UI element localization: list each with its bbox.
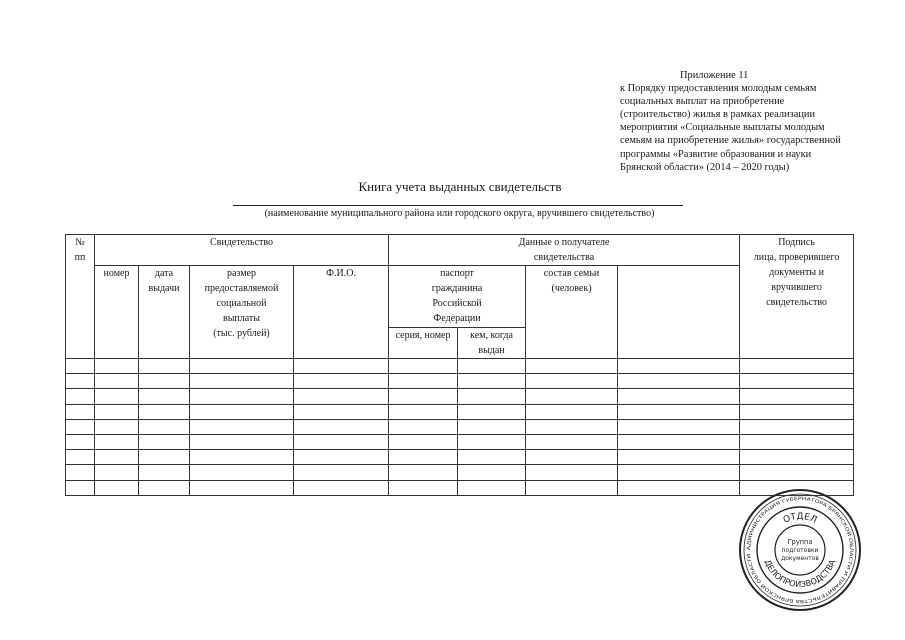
table-cell xyxy=(294,480,389,495)
table-cell xyxy=(294,359,389,374)
table-cell xyxy=(95,465,139,480)
table-cell xyxy=(190,450,294,465)
table-cell xyxy=(526,465,618,480)
table-cell xyxy=(618,450,740,465)
table-cell xyxy=(618,359,740,374)
stamp-dept-top: ОТДЕЛ xyxy=(781,511,819,526)
table-cell xyxy=(458,389,526,404)
table-row xyxy=(66,450,854,465)
table-cell xyxy=(740,389,854,404)
table-cell xyxy=(526,419,618,434)
header-cert-number: номер xyxy=(95,266,139,359)
name-caption: (наименование муниципального района или городского округа, вручившего свидетельство) xyxy=(264,208,655,219)
table-cell xyxy=(190,419,294,434)
stamp-center-line: подготовки xyxy=(781,547,819,554)
table-cell xyxy=(139,434,190,449)
table-cell xyxy=(190,434,294,449)
appendix-line: к Порядку предоставления молодым семьям xyxy=(620,83,817,95)
table-cell xyxy=(190,359,294,374)
table-cell xyxy=(95,374,139,389)
header-passport-series: серия, номер xyxy=(389,328,458,359)
table-cell xyxy=(618,480,740,495)
table-cell xyxy=(389,404,458,419)
table-cell xyxy=(66,359,95,374)
table-cell xyxy=(95,450,139,465)
table-cell xyxy=(389,465,458,480)
table-cell xyxy=(66,434,95,449)
table-cell xyxy=(95,419,139,434)
table-cell xyxy=(66,480,95,495)
header-recipient-group: Данные о получателе свидетельства xyxy=(389,235,740,266)
table-cell xyxy=(526,359,618,374)
table-cell xyxy=(66,374,95,389)
table-cell xyxy=(618,404,740,419)
table-cell xyxy=(294,419,389,434)
table-cell xyxy=(66,450,95,465)
table-cell xyxy=(66,419,95,434)
table-row xyxy=(66,480,854,495)
stamp-dept-bottom: ДЕЛОПРОИЗВОДСТВА xyxy=(762,558,838,590)
table-cell xyxy=(526,374,618,389)
header-passport: паспорт гражданина Российской Федерации xyxy=(389,266,526,328)
table-cell xyxy=(190,389,294,404)
appendix-line: программы «Развитие образования и науки xyxy=(620,148,812,160)
table-cell xyxy=(139,389,190,404)
table-cell xyxy=(458,404,526,419)
table-row xyxy=(66,434,854,449)
table-cell xyxy=(294,404,389,419)
header-payment-amount: размер предоставляемой социальной выплаты (тыс. рублей) xyxy=(190,266,294,359)
table-cell xyxy=(139,374,190,389)
header-family-size: состав семьи (человек) xyxy=(526,266,618,359)
table-cell xyxy=(294,450,389,465)
table-cell xyxy=(95,404,139,419)
table-cell xyxy=(95,434,139,449)
name-underline xyxy=(233,205,683,206)
table-cell xyxy=(139,359,190,374)
table-cell xyxy=(458,434,526,449)
table-cell xyxy=(740,434,854,449)
document-title: Книга учета выданных свидетельств xyxy=(358,179,562,194)
table-cell xyxy=(740,419,854,434)
table-cell xyxy=(458,374,526,389)
stamp-center-line: документов xyxy=(781,555,819,562)
table-body xyxy=(66,359,854,496)
table-cell xyxy=(95,389,139,404)
table-cell xyxy=(526,450,618,465)
certificates-register-table xyxy=(65,234,854,496)
table-cell xyxy=(294,434,389,449)
table-cell xyxy=(139,450,190,465)
stamp-outer-text: АДМИНИСТРАЦИЯ ГУБЕРНАТОРА БРЯНСКОЙ ОБЛАСТИ И ПРАВИТЕЛЬСТВА БРЯНСКОЙ ОБЛАСТИ xyxy=(746,496,854,604)
table-cell xyxy=(618,389,740,404)
table-row xyxy=(66,465,854,480)
appendix-title: Приложение 11 xyxy=(680,70,749,81)
table-cell xyxy=(389,480,458,495)
table-cell xyxy=(526,389,618,404)
header-certificate-group: Свидетельство xyxy=(95,235,389,266)
table-row xyxy=(66,404,854,419)
table-cell xyxy=(458,419,526,434)
official-stamp xyxy=(738,488,862,612)
table-cell xyxy=(95,359,139,374)
table-cell xyxy=(389,359,458,374)
table-cell xyxy=(618,434,740,449)
table-row xyxy=(66,374,854,389)
header-issue-date: дата выдачи xyxy=(139,266,190,359)
table-cell xyxy=(139,404,190,419)
table-cell xyxy=(526,404,618,419)
table-row xyxy=(66,389,854,404)
table-cell xyxy=(139,480,190,495)
table-cell xyxy=(458,480,526,495)
table-cell xyxy=(190,480,294,495)
appendix-line: мероприятия «Социальные выплаты молодым xyxy=(620,122,825,134)
table-cell xyxy=(389,419,458,434)
table-cell xyxy=(618,374,740,389)
table-cell xyxy=(190,374,294,389)
table-cell xyxy=(526,480,618,495)
table-cell xyxy=(740,450,854,465)
appendix-line: социальных выплат на приобретение xyxy=(620,96,785,108)
table-cell xyxy=(95,480,139,495)
header-passport-issued-by: кем, когда выдан xyxy=(458,328,526,359)
table-cell xyxy=(618,419,740,434)
table-cell xyxy=(740,374,854,389)
table-cell xyxy=(389,374,458,389)
table-cell xyxy=(526,434,618,449)
table-cell xyxy=(389,434,458,449)
table-cell xyxy=(740,359,854,374)
stamp-center-line: Группа xyxy=(787,538,813,546)
header-checker-signature: Подпись лица, проверившего документы и вручившего свидетельство xyxy=(740,235,854,359)
table-cell xyxy=(389,450,458,465)
table-cell xyxy=(190,465,294,480)
table-cell xyxy=(294,465,389,480)
table-cell xyxy=(618,465,740,480)
table-cell xyxy=(66,404,95,419)
table-cell xyxy=(294,389,389,404)
table-cell xyxy=(389,389,458,404)
svg-text:ОТДЕЛ xyxy=(782,512,818,526)
table-cell xyxy=(458,359,526,374)
header-number: № пп xyxy=(66,235,95,359)
appendix-line: (строительство) жилья в рамках реализации xyxy=(620,109,816,121)
header-full-name: Ф.И.О. xyxy=(294,266,389,359)
table-cell xyxy=(66,389,95,404)
table-cell xyxy=(740,465,854,480)
table-cell xyxy=(66,465,95,480)
table-row xyxy=(66,419,854,434)
table-cell xyxy=(458,450,526,465)
table-cell xyxy=(740,404,854,419)
table-cell xyxy=(139,419,190,434)
table-cell xyxy=(458,465,526,480)
appendix-line: семьям на приобретение жилья» государственной xyxy=(620,135,841,147)
table-cell xyxy=(294,374,389,389)
table-cell xyxy=(190,404,294,419)
table-row xyxy=(66,359,854,374)
appendix-block xyxy=(620,69,870,174)
table-cell xyxy=(139,465,190,480)
appendix-line: Брянской области» (2014 – 2020 годы) xyxy=(620,161,790,173)
